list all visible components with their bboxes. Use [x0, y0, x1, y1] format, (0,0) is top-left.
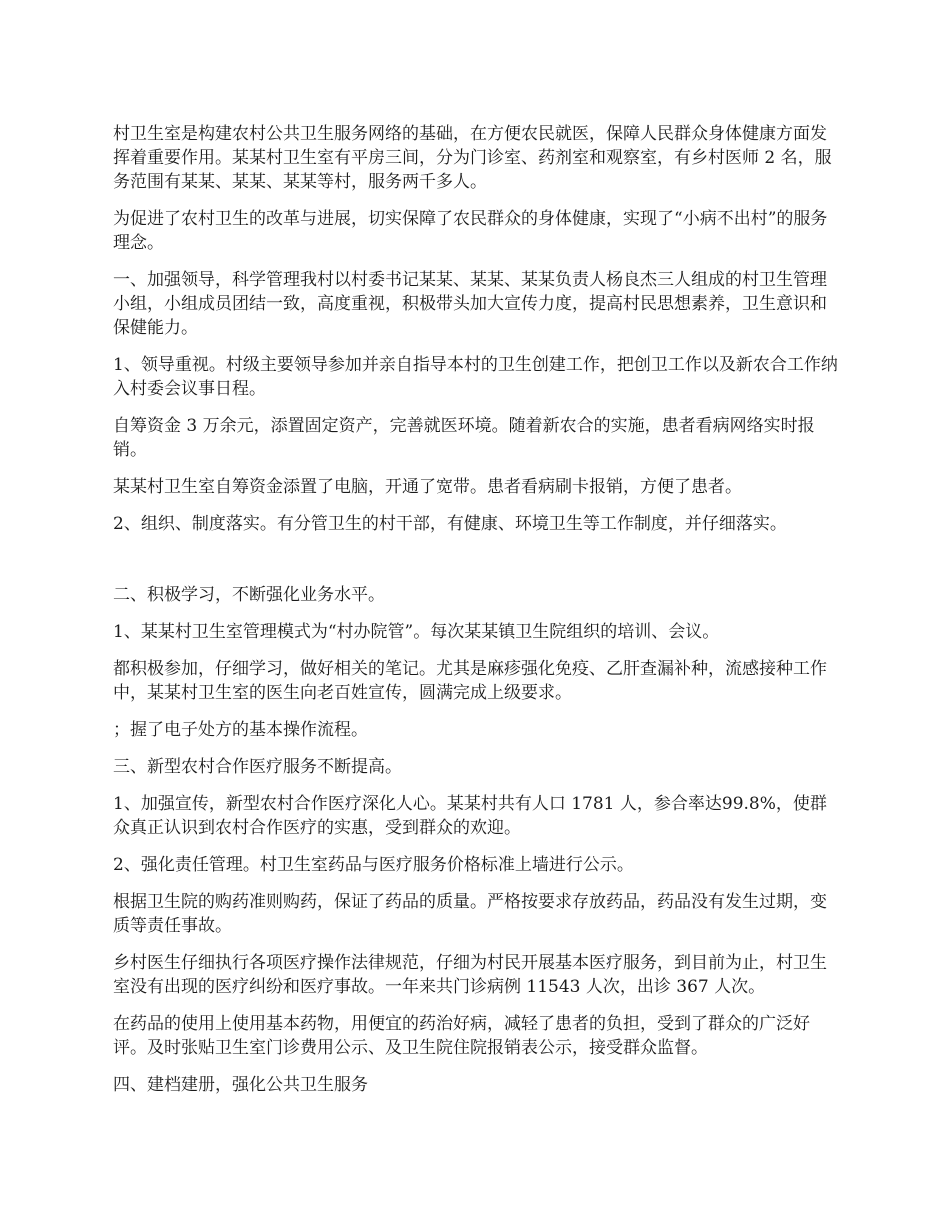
section-heading-records: 四、建档建册，强化公共卫生服务 — [113, 1075, 368, 1095]
paragraph-purpose: 为促进了农村卫生的改革与进展，切实保障了农民群众的身体健康，实现了“小病不出村”的服务理念。 — [113, 209, 828, 253]
paragraph-drug-purchase: 根据卫生院的购药准则购药，保证了药品的质量。严格按要求存放药品，药品没有发生过期，变质等责任事故。 — [113, 892, 827, 936]
paragraph-medical-practice: 乡村医生仔细执行各项医疗操作法律规范，仔细为村民开展基本医疗服务，到目前为止，村卫生室没有出现的医疗纠纷和医疗事故。一年来共门诊病例 11543 人次，出诊 367 人次。 — [113, 953, 827, 997]
paragraph-organization: 2、组织、制度落实。有分管卫生的村干部，有健康、环境卫生等工作制度，并仔细落实。 — [113, 514, 787, 534]
paragraph-training: 都积极参加，仔细学习，做好相关的笔记。尤其是麻疹强化免疫、乙肝查漏补种，流感接种工作中，某某村卫生室的医生向老百姓宣传，圆满完成上级要求。 — [113, 659, 827, 703]
paragraph-leadership-attention: 1、领导重视。村级主要领导参加并亲自指导本村的卫生创建工作，把创卫工作以及新农合工作纳入村委会议事日程。 — [113, 355, 838, 399]
paragraph-responsibility: 2、强化责任管理。村卫生室药品与医疗服务价格标准上墙进行公示。 — [113, 855, 634, 875]
paragraph-intro: 村卫生室是构建农村公共卫生服务网络的基础，在方便农民就医，保障人民群众身体健康方面发挥着重要作用。某某村卫生室有平房三间，分为门诊室、药剂室和观察室，有乡村医师 2 名，服务范围有某某、某某、某某等村，服务两千多人。 — [113, 124, 832, 192]
document-body — [113, 122, 843, 1110]
paragraph-funding: 自筹资金 3 万余元，添置固定资产，完善就医环境。随着新农合的实施，患者看病网络实时报销。 — [113, 416, 815, 460]
paragraph-e-prescription: ；握了电子处方的基本操作流程。 — [113, 720, 368, 740]
paragraph-publicity: 1、加强宣传，新型农村合作医疗深化人心。某某村共有人口 1781 人，参合率达99.8%，使群众真正认识到农村合作医疗的实惠，受到群众的欢迎。 — [113, 794, 827, 838]
section-heading-leadership: 一、加强领导，科学管理我村以村委书记某某、某某、某某负责人杨良杰三人组成的村卫生管理小组，小组成员团结一致，高度重视，积极带头加大宣传力度，提高村民思想素养，卫生意识和保健能力。 — [113, 270, 827, 338]
section-heading-learning: 二、积极学习，不断强化业务水平。 — [113, 585, 385, 605]
paragraph-basic-drugs: 在药品的使用上使用基本药物，用便宜的药治好病，减轻了患者的负担，受到了群众的广泛好评。及时张贴卫生室门诊费用公示、及卫生院住院报销表公示，接受群众监督。 — [113, 1014, 810, 1058]
paragraph-equipment: 某某村卫生室自筹资金添置了电脑，开通了宽带。患者看病刷卡报销，方便了患者。 — [113, 477, 742, 497]
section-heading-cooperative-medical: 三、新型农村合作医疗服务不断提高。 — [113, 757, 402, 777]
paragraph-management-mode: 1、某某村卫生室管理模式为“村办院管”。每次某某镇卫生院组织的培训、会议。 — [113, 622, 720, 642]
